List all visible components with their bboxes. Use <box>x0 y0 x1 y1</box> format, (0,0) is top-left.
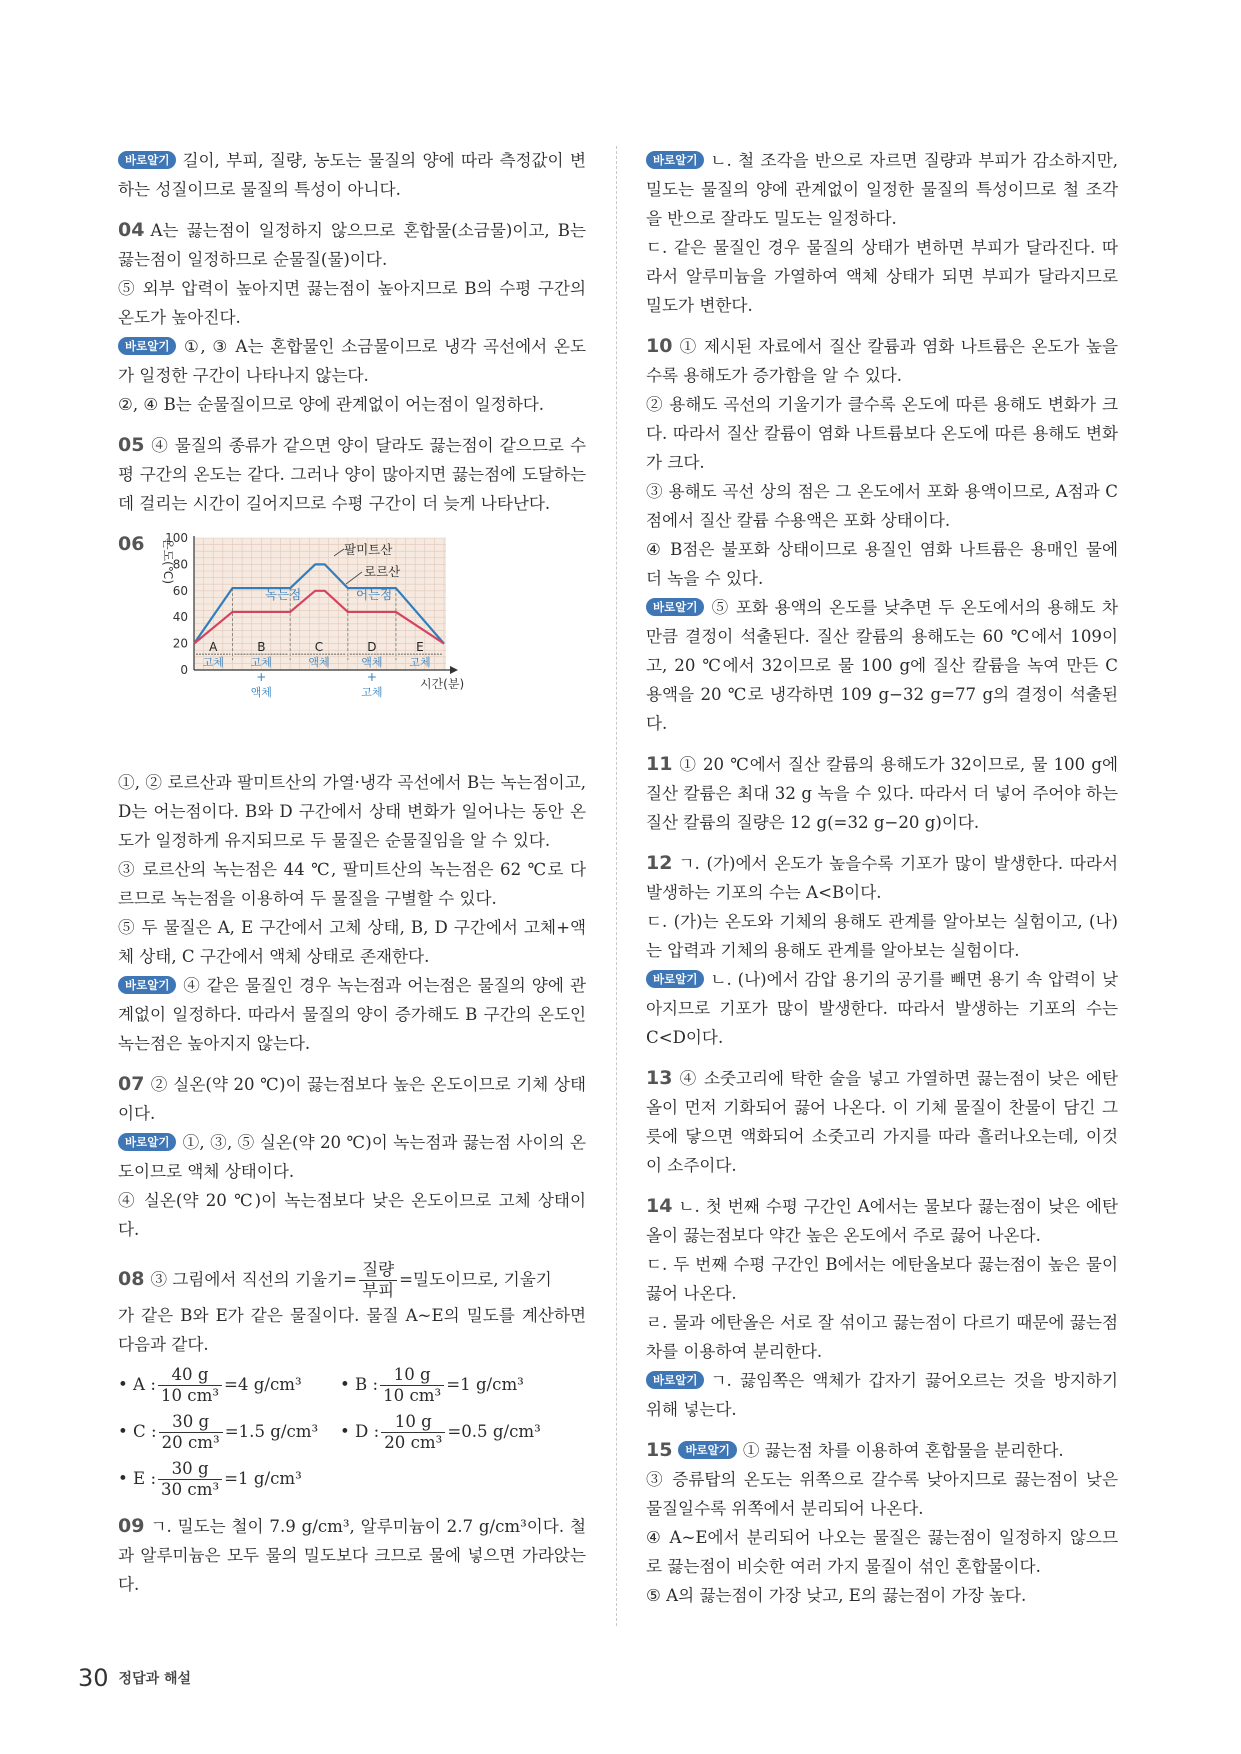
series-label-palmitic: 팔미트산 <box>344 542 393 557</box>
left-column <box>118 146 586 1599</box>
density-e: • E : $\frac{30 g}{\text{30 cm³}}$ =1 g/cm³ <box>118 1459 302 1499</box>
correction-badge: 바로알기 <box>118 1133 176 1151</box>
density-c: • C : $\frac{30 g}{\text{20 cm³}}$ =1.5 g/cm³ <box>118 1412 319 1452</box>
freezing-point-label: 어는점 <box>356 587 393 602</box>
correction-badge: 바로알기 <box>646 1371 704 1389</box>
y-tick-label: 100 <box>165 532 188 545</box>
y-axis-label: 온도(℃) <box>161 538 175 585</box>
y-tick-label: 20 <box>172 636 188 651</box>
correction-badge: 바로알기 <box>118 151 176 169</box>
question-number: 04 <box>118 219 145 241</box>
series-label-lauric: 로르산 <box>364 564 401 579</box>
answer-15: 15 바로알기 ① 끓는점 차를 이용하여 혼합물을 분리한다. ③ 증류탑의 온도는 위쪽으로 갈수록 낮아지므로 끓는점이 낮은 물질일수록 위쪽에서 분리되어 나온다. ④ A~E에서 분리되어 나오는 물질은 끓는점이 일정하지 않으므로 끓는점이 비슷한 여러 가지 물질이 섞인 혼합물이다. ⑤ A의 끓는점이 가장 낮고, E의 끓는점이 가장 높다. <box>646 1439 1118 1605</box>
segment-state: 액체 <box>308 656 330 670</box>
correction-badge: 바로알기 <box>118 976 176 994</box>
segment-state: 고체 <box>202 656 224 670</box>
answer-14: 14 ㄴ. 첫 번째 수평 구간인 A에서는 물보다 끓는점이 낮은 에탄올이 끓는점보다 약간 높은 온도에서 주로 끓어 나온다. ㄷ. 두 번째 수평 구간인 B에서는 에탄올보다 끓는점이 높은 물이 끓어 나온다. ㄹ. 물과 에탄올은 서로 잘 섞이고 끓는점이 다르기 때문에 끓는점 차를 이용하여 분리한다. 바로알기 ㄱ. 끓임쪽은 액체가 갑자기 끓어오르는 것을 방지하기 위해 넣는다. <box>646 1195 1118 1419</box>
correction-badge: 바로알기 <box>646 598 704 616</box>
question-number: 07 <box>118 1073 145 1095</box>
density-row <box>118 1459 586 1500</box>
segment-state: 고체 <box>250 656 272 670</box>
question-number: 10 <box>646 335 673 357</box>
question-number: 15 <box>646 1439 673 1461</box>
answer-13: 13 ④ 소줏고리에 탁한 술을 넣고 가열하면 끓는점이 낮은 에탄올이 먼저 기화되어 끓어 나온다. 이 기체 물질이 찬물이 담긴 그릇에 닿으면 액화되어 소줏고리 가지를 따라 흘러나오는데, 이것이 소주이다. <box>646 1067 1118 1175</box>
segment-state: 액체 <box>361 656 383 670</box>
density-a: • A : $\frac{40 g}{\text{10 cm³}}$ =4 g/cm³ <box>118 1365 302 1405</box>
segment-plus: + <box>256 670 267 685</box>
density-row <box>118 1412 586 1453</box>
segment-letter: A <box>209 640 218 655</box>
question-number: 13 <box>646 1067 673 1089</box>
density-row <box>118 1365 586 1406</box>
melting-point-label: 녹는점 <box>265 587 302 602</box>
answer-07: 07 ② 실온(약 20 ℃)이 끓는점보다 높은 온도이므로 기체 상태이다. 바로알기 ①, ③, ⑤ 실온(약 20 ℃)이 녹는점과 끓는점 사이의 온도이므로 액체 상태이다. ④ 실온(약 20 ℃)이 녹는점보다 낮은 온도이므로 고체 상태이다. <box>118 1073 586 1239</box>
page-footer <box>78 1664 191 1692</box>
answer-08: 08 ③ 그림에서 직선의 기울기= $\frac{\text{질량}}{\text{부피}}$ =밀도이므로, 기울기 가 같은 B와 E가 같은 물질이다. 물질 A~E의 밀도를 계산하면 다음과 같다. • A : $\frac{40 g}{\text{10 cm³}}$ =4 g/cm³ • B : $\frac{10 g}{\text{10 cm³}}$ =1 g/cm³ • C : $\frac{30 g}{\text{20 cm³}}$ =1.5 g/cm³ • D : $\frac{10 g}{\text{20 cm³}}$ =0.5 g/cm³ • E : $\frac{30 g}{\text{30 cm³}}$ =1 g/cm³ <box>118 1260 586 1499</box>
answer-10: 10 ① 제시된 자료에서 질산 칼륨과 염화 나트륨은 온도가 높을수록 용해도가 증가함을 알 수 있다. ② 용해도 곡선의 기울기가 클수록 온도에 따른 용해도 변화가 크다. 따라서 질산 칼륨이 염화 나트륨보다 온도에 따른 용해도 변화가 크다. ③ 용해도 곡선 상의 점은 그 온도에서 포화 용액이므로, A점과 C점에서 질산 칼륨 수용액은 포화 상태이다. ④ B점은 불포화 상태이므로 용질인 염화 나트륨은 용매인 물에 더 녹을 수 있다. 바로알기 ⑤ 포화 용액의 온도를 낮추면 두 온도에서의 용해도 차만큼 결정이 석출된다. 질산 칼륨의 용해도는 60 ℃에서 109이고, 20 ℃에서 32이므로 물 100 g에 질산 칼륨을 녹여 만든 C 용액을 20 ℃로 냉각하면 109 g−32 g=77 g의 결정이 석출된다. <box>646 335 1118 733</box>
y-tick-label: 40 <box>172 610 188 625</box>
answer-06: ①, ② 로르산과 팔미트산의 가열·냉각 곡선에서 B는 녹는점이고, D는 어는점이다. B와 D 구간에서 상태 변화가 일어나는 동안 온도가 일정하게 유지되므로 두 물질은 순물질임을 알 수 있다. ③ 로르산의 녹는점은 44 ℃, 팔미트산의 녹는점은 62 ℃로 다르므로 녹는점을 이용하여 두 물질을 구별할 수 있다. ⑤ 두 물질은 A, E 구간에서 고체 상태, B, D 구간에서 고체+액체 상태, C 구간에서 액체 상태로 존재한다. 바로알기 ④ 같은 물질인 경우 녹는점과 어는점은 물질의 양에 관계없이 일정하다. 따라서 물질의 양이 증가해도 B 구간의 온도인 녹는점은 높아지지 않는다. <box>118 773 586 1053</box>
segment-extra: 액체 <box>250 686 272 700</box>
correction-badge: 바로알기 <box>646 970 704 988</box>
right-column: 바로알기 ㄴ. 철 조각을 반으로 자르면 질량과 부피가 감소하지만, 밀도는 물질의 양에 관계없이 일정한 물질의 특성이므로 철 조각을 반으로 잘라도 밀도는 일정하다. ㄷ. 같은 물질인 경우 물질의 상태가 변하면 부피가 달라진다. 따라서 알루미늄을 가열하여 액체 상태가 되면 부피가 달라지므로 밀도가 변한다. 10 ① 제시된 자료에서 질산 칼륨과 염화 나트륨은 온도가 높을수록 용해도가 증가함을 알 수 있다. ② 용해도 곡선의 기울기가 클수록 온도에 따른 용해도 변화가 크다. 따라서 질산 칼륨이 염화 나트륨보다 온도에 따른 용해도 변화가 크다. ③ 용해도 곡선 상의 점은 그 온도에서 포화 용액이므로, A점과 C점에서 질산 칼륨 수용액은 포화 상태이다. ④ B점은 불포화 상태이므로 용질인 염화 나트륨은 용매인 물에 더 녹을 수 있다. 바로알기 ⑤ 포화 용액의 온도를 낮추면 두 온도에서의 용해도 차만큼 결정이 석출된다. 질산 칼륨의 용해도는 60 ℃에서 109이고, 20 ℃에서 32이므로 물 100 g에 질산 칼륨을 녹여 만든 C 용액을 20 ℃로 냉각하면 109 g−32 g=77 g의 결정이 석출된다. 11 ① 20 ℃에서 질산 칼륨의 용해도가 32이므로, 물 100 g에 질산 칼륨은 최대 32 g 녹을 수 있다. 따라서 더 넣어 주어야 하는 질산 칼륨의 질량은 12 g(=32 g−20 g)이다. 12 ㄱ. (가)에서 온도가 높을수록 기포가 많이 발생한다. 따라서 발생하는 기포의 수는 A<B이다. ㄷ. (가)는 온도와 기체의 용해도 관계를 알아보는 실험이고, (나)는 압력과 기체의 용해도 관계를 알아보는 실험이다. 바로알기 ㄴ. (나)에서 감압 용기의 공기를 빼면 용기 속 압력이 낮아지므로 기포가 많이 발생한다. 따라서 발생하는 기포의 수는 C<D이다. 13 ④ 소줏고리에 탁한 술을 넣고 가열하면 끓는점이 낮은 에탄올이 먼저 기화되어 끓어 나온다. 이 기체 물질이 찬물이 담긴 그릇에 닿으면 액화되어 소줏고리 가지를 따라 흘러나오는데, 이것이 소주이다. 14 ㄴ. 첫 번째 수평 구간인 A에서는 물보다 끓는점이 낮은 에탄올이 끓는점보다 약간 높은 온도에서 주로 끓어 나온다. ㄷ. 두 번째 수평 구간인 B에서는 에탄올보다 끓는점이 높은 물이 끓어 나온다. ㄹ. 물과 에탄올은 서로 잘 섞이고 끓는점이 다르기 때문에 끓는점 차를 이용하여 분리한다. 바로알기 ㄱ. 끓임쪽은 액체가 갑자기 끓어오르는 것을 방지하기 위해 넣는다. 15 바로알기 ① 끓는점 차를 이용하여 혼합물을 분리한다. ③ 증류탑의 온도는 위쪽으로 갈수록 낮아지므로 끓는점이 낮은 물질일수록 위쪽에서 분리되어 나온다. ④ A~E에서 분리되어 나오는 물질은 끓는점이 일정하지 않으므로 끓는점이 비슷한 여러 가지 물질이 섞인 혼합물이다. ⑤ A의 끓는점이 가장 낮고, E의 끓는점이 가장 높다. <box>646 146 1118 1610</box>
column-divider <box>616 146 617 1626</box>
segment-plus: + <box>366 670 377 685</box>
segment-letter: D <box>367 640 377 655</box>
heating-cooling-chart <box>150 532 550 766</box>
segment-letter: E <box>416 640 424 655</box>
y-tick-label: 80 <box>172 557 188 572</box>
segment-letter: B <box>257 640 266 655</box>
paragraph: 바로알기 길이, 부피, 질량, 농도는 물질의 양에 따라 측정값이 변하는 성질이므로 물질의 특성이 아니다. <box>118 151 586 199</box>
segment-letter: C <box>314 640 324 655</box>
question-number: 14 <box>646 1195 673 1217</box>
y-tick-label: 0 <box>180 663 188 677</box>
slope-fraction: $\frac{\text{질량}}{\text{부피}}$ <box>359 1260 397 1301</box>
question-number: 06 <box>118 533 145 555</box>
density-b: • B : $\frac{10 g}{\text{10 cm³}}$ =1 g/cm³ <box>340 1365 524 1405</box>
answer-06-chart <box>118 532 586 768</box>
footer-label: 정답과 해설 <box>118 1671 192 1687</box>
answer-04: 04 A는 끓는점이 일정하지 않으므로 혼합물(소금물)이고, B는 끓는점이 일정하므로 순물질(물)이다. ⑤ 외부 압력이 높아지면 끓는점이 높아지므로 B의 수평 구간의 온도가 높아진다. 바로알기 ①, ③ A는 혼합물인 소금물이므로 냉각 곡선에서 온도가 일정한 구간이 나타나지 않는다. ②, ④ B는 순물질이므로 양에 관계없이 어는점이 일정하다. <box>118 219 586 414</box>
answer-11: 11 ① 20 ℃에서 질산 칼륨의 용해도가 32이므로, 물 100 g에 질산 칼륨은 최대 32 g 녹을 수 있다. 따라서 더 넣어 주어야 하는 질산 칼륨의 질량은 12 g(=32 g−20 g)이다. <box>646 753 1118 832</box>
correction-badge: 바로알기 <box>118 337 176 355</box>
y-tick-label: 60 <box>172 583 188 598</box>
segment-extra: 고체 <box>361 686 383 700</box>
x-axis-arrow <box>450 666 458 674</box>
segment-state: 고체 <box>409 656 431 670</box>
answer-12: 12 ㄱ. (가)에서 온도가 높을수록 기포가 많이 발생한다. 따라서 발생하는 기포의 수는 A<B이다. ㄷ. (가)는 온도와 기체의 용해도 관계를 알아보는 실험이고, (나)는 압력과 기체의 용해도 관계를 알아보는 실험이다. 바로알기 ㄴ. (나)에서 감압 용기의 공기를 빼면 용기 속 압력이 낮아지므로 기포가 많이 발생한다. 따라서 발생하는 기포의 수는 C<D이다. <box>646 852 1118 1047</box>
answer-05: 05 ④ 물질의 종류가 같으면 양이 달라도 끓는점이 같으므로 수평 구간의 온도는 같다. 그러나 양이 많아지면 끓는점에 도달하는 데 걸리는 시간이 길어지므로 수평 구간이 더 늦게 나타난다. <box>118 434 586 513</box>
question-number: 08 <box>118 1268 145 1290</box>
answer-09: 09 ㄱ. 밀도는 철이 7.9 g/cm³, 알루미늄이 2.7 g/cm³이다. 철과 알루미늄은 모두 물의 밀도보다 크므로 물에 넣으면 가라앉는다. <box>118 1515 586 1594</box>
question-number: 05 <box>118 434 145 456</box>
correction-badge: 바로알기 <box>678 1441 736 1459</box>
density-d: • D : $\frac{10 g}{\text{20 cm³}}$ =0.5 g/cm³ <box>340 1412 541 1452</box>
x-axis-label: 시간(분) <box>420 677 465 691</box>
page-number: 30 <box>78 1664 109 1692</box>
question-number: 09 <box>118 1515 145 1537</box>
question-number: 12 <box>646 852 673 874</box>
question-number: 11 <box>646 753 673 775</box>
correction-badge: 바로알기 <box>646 151 704 169</box>
